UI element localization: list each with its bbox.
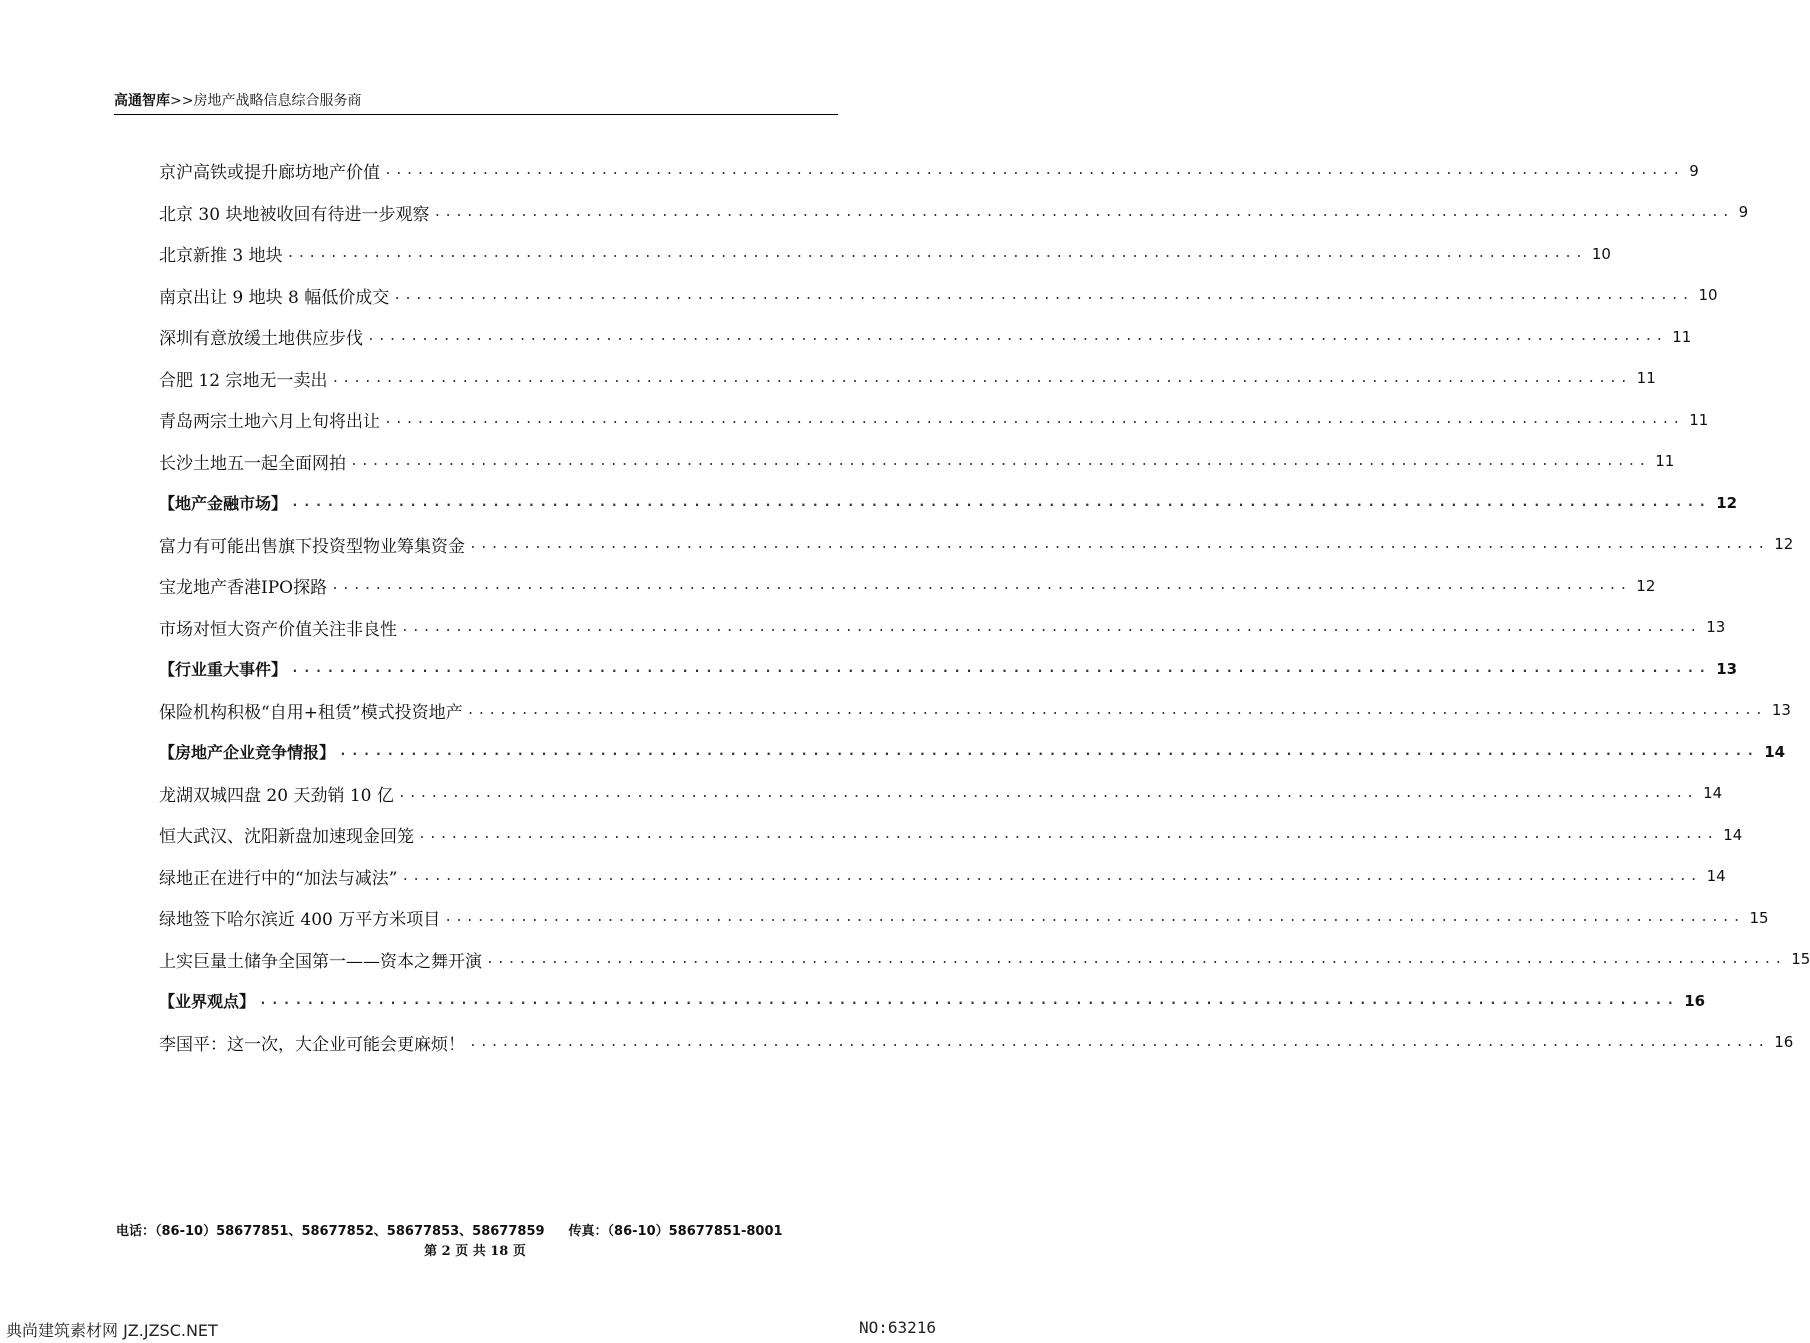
footer-fax: 传真：（86-10）58677851-8001 [568, 1224, 783, 1239]
watermark-site: 典尚建筑素材网 JZ.JZSC.NET [6, 1321, 218, 1340]
toc-leader-dots: ........................................................................................................................ [384, 163, 1684, 179]
toc-entry-row[interactable] [159, 358, 1656, 400]
toc-page-number: 9 [1689, 161, 1699, 180]
toc-page-number: 11 [1689, 410, 1709, 429]
toc-entry-row[interactable] [159, 399, 1709, 441]
toc-entry-row[interactable] [159, 150, 1699, 192]
toc-entry-title: 【行业重大事件】 [159, 660, 288, 680]
toc-page-number: 11 [1636, 369, 1656, 388]
footer-phone: 电话：（86-10）58677851、58677852、58677853、58677859 [116, 1224, 545, 1239]
toc-entry-title: 京沪高铁或提升廊坊地产价值 [159, 163, 380, 184]
toc-page-number: 9 [1738, 203, 1749, 222]
toc-leader-dots: ........................................................................................................................ [418, 827, 1718, 843]
toc-entry-row[interactable] [159, 565, 1656, 607]
toc-leader-dots: ........................................................................................................................ [486, 951, 1786, 967]
toc-entry-title: 青岛两宗土地六月上旬将出让 [159, 412, 380, 433]
header-brand: 高通智库 [114, 93, 170, 109]
toc-entry-row[interactable] [159, 1022, 1794, 1064]
toc-section-row[interactable] [159, 648, 1738, 690]
toc-leader-dots: ........................................................................................................................ [469, 1034, 1769, 1050]
toc-leader-dots: ........................................................................................................................ [286, 246, 1586, 262]
toc-page-number: 11 [1672, 327, 1692, 346]
toc-entry-title: 北京 30 块地被收回有待进一步观察 [159, 204, 430, 225]
toc-entry-row[interactable] [159, 814, 1743, 856]
toc-page-number: 16 [1684, 991, 1706, 1010]
toc-entry-title: 长沙土地五一起全面网拍 [159, 453, 346, 474]
toc-leader-dots: ........................................................................................................................ [393, 287, 1693, 303]
toc-page-number: 10 [1698, 286, 1718, 305]
toc-entry-title: 南京出让 9 地块 8 幅低价成交 [159, 287, 390, 308]
toc-page-number: 15 [1749, 908, 1769, 927]
toc-leader-dots: ........................................................................................................................ [466, 702, 1766, 718]
toc-entry-row[interactable] [159, 441, 1675, 483]
toc-entry-row[interactable] [159, 856, 1726, 898]
footer-page-number: 第 2 页 共 18 页 [424, 1244, 526, 1259]
toc-entry-title: 【地产金融市场】 [159, 494, 288, 514]
toc-leader-dots: ........................................................................................................................ [331, 370, 1631, 386]
toc-entry-title: 保险机构积极“自用+租赁”模式投资地产 [159, 702, 463, 723]
toc-section-row[interactable] [159, 980, 1706, 1022]
toc-entry-title: 绿地签下哈尔滨近 400 万平方米项目 [159, 910, 441, 931]
toc-leader-dots: ........................................................................................................................ [291, 661, 1711, 677]
toc-entry-title: 宝龙地产香港IPO探路 [159, 578, 328, 599]
toc-entry-row[interactable] [159, 773, 1723, 815]
toc-entry-row[interactable] [159, 192, 1749, 234]
toc-page-number: 13 [1716, 659, 1738, 678]
toc-entry-title: 李国平：这一次，大企业可能会更麻烦！ [159, 1034, 465, 1055]
header-separator: >> [170, 93, 194, 109]
table-of-contents [159, 150, 1810, 1063]
toc-page-number: 11 [1655, 452, 1675, 471]
toc-entry-row[interactable] [159, 690, 1791, 732]
toc-page-number: 14 [1706, 867, 1726, 886]
toc-entry-title: 富力有可能出售旗下投资型物业筹集资金 [159, 536, 465, 557]
toc-page-number: 12 [1636, 576, 1656, 595]
toc-leader-dots: ........................................................................................................................ [291, 495, 1711, 511]
toc-leader-dots: ........................................................................................................................ [331, 578, 1631, 594]
header-tagline: 房地产战略信息综合服务商 [193, 93, 362, 109]
watermark-id: NO:63216 [858, 1318, 936, 1337]
toc-entry-title: 龙湖双城四盘 20 天劲销 10 亿 [159, 785, 394, 806]
toc-page-number: 13 [1771, 701, 1791, 720]
toc-entry-title: 合肥 12 宗地无一卖出 [159, 370, 328, 391]
toc-entry-row[interactable] [159, 275, 1718, 317]
toc-leader-dots: ........................................................................................................................ [444, 910, 1744, 926]
toc-page-number: 16 [1774, 1033, 1794, 1052]
toc-entry-row[interactable] [159, 316, 1692, 358]
toc-page-number: 13 [1706, 618, 1726, 637]
toc-leader-dots: ........................................................................................................................ [384, 412, 1684, 428]
page-header [114, 92, 838, 115]
toc-leader-dots: ........................................................................................................................ [401, 868, 1701, 884]
toc-entry-title: 【业界观点】 [159, 992, 256, 1012]
toc-entry-title: 市场对恒大资产价值关注非良性 [159, 619, 397, 640]
toc-leader-dots: ........................................................................................................................ [259, 993, 1679, 1009]
toc-section-row[interactable] [159, 731, 1786, 773]
toc-page-number: 10 [1591, 244, 1611, 263]
footer-contact [116, 1220, 816, 1239]
toc-section-row[interactable] [159, 482, 1738, 524]
toc-leader-dots: ........................................................................................................................ [339, 744, 1759, 760]
toc-entry-title: 深圳有意放缓土地供应步伐 [159, 329, 363, 350]
toc-leader-dots: ........................................................................................................................ [397, 785, 1698, 801]
toc-page-number: 14 [1703, 784, 1723, 803]
toc-page-number: 12 [1716, 493, 1738, 512]
toc-entry-row[interactable] [159, 897, 1769, 939]
toc-entry-row[interactable] [159, 607, 1726, 649]
toc-entry-row[interactable] [159, 939, 1810, 981]
toc-leader-dots: ........................................................................................................................ [469, 536, 1769, 552]
toc-leader-dots: ........................................................................................................................ [367, 329, 1667, 345]
toc-entry-row[interactable] [159, 233, 1611, 275]
toc-entry-row[interactable] [159, 524, 1794, 566]
toc-page-number: 14 [1764, 742, 1786, 761]
toc-page-number: 14 [1723, 825, 1743, 844]
toc-entry-title: 北京新推 3 地块 [159, 246, 283, 267]
toc-page-number: 12 [1774, 535, 1794, 554]
toc-entry-title: 【房地产企业竞争情报】 [159, 743, 336, 763]
toc-leader-dots: ........................................................................................................................ [401, 619, 1701, 635]
toc-leader-dots: ........................................................................................................................ [350, 453, 1650, 469]
toc-leader-dots: ........................................................................................................................ [433, 204, 1733, 220]
toc-page-number: 15 [1791, 950, 1810, 969]
toc-entry-title: 恒大武汉、沈阳新盘加速现金回笼 [159, 827, 414, 848]
toc-entry-title: 上实巨量土储争全国第一——资本之舞开演 [159, 951, 482, 972]
toc-entry-title: 绿地正在进行中的“加法与减法” [159, 868, 398, 889]
